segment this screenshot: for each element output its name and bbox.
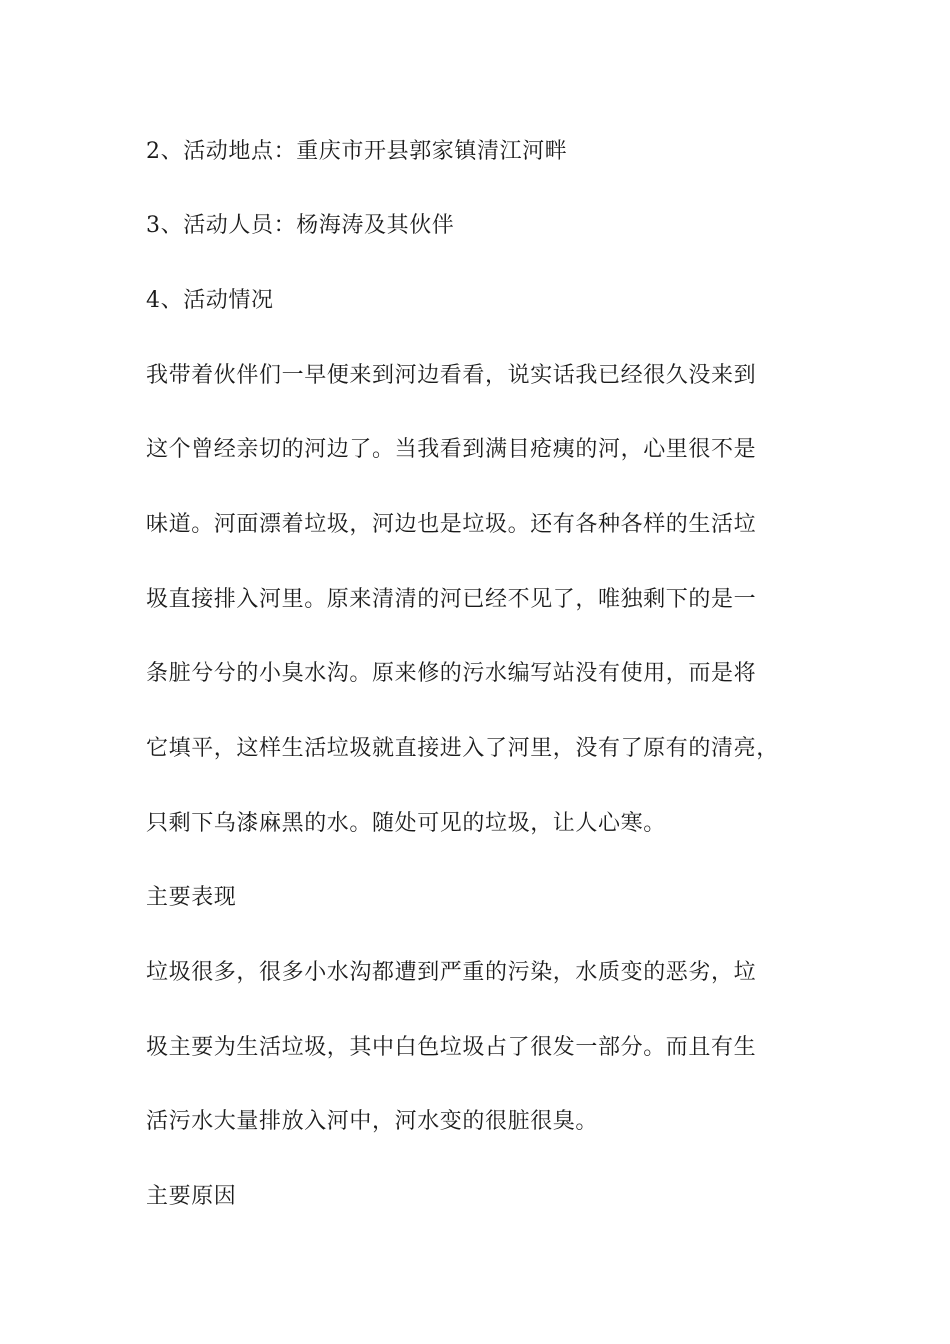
paragraph-line: 这个曾经亲切的河边了。当我看到满目疮痍的河，心里很不是 (146, 437, 757, 462)
paragraph-line: 活污水大量排放入河中，河水变的很脏很臭。 (146, 1109, 599, 1134)
paragraph-line: 圾直接排入河里。原来清清的河已经不见了，唯独剩下的是一 (146, 587, 757, 612)
paragraph-line: 味道。河面漂着垃圾，河边也是垃圾。还有各种各样的生活垃 (146, 512, 757, 537)
paragraph-line: 我带着伙伴们一早便来到河边看看，说实话我已经很久没来到 (146, 363, 757, 388)
main-manifestation-heading: 主要表现 (146, 885, 237, 910)
activity-location-line: 2、活动地点：重庆市开县郭家镇清江河畔 (146, 139, 568, 164)
paragraph-line: 它填平，这样生活垃圾就直接进入了河里，没有了原有的清亮， (146, 736, 779, 761)
paragraph-line: 只剩下乌漆麻黑的水。随处可见的垃圾，让人心寒。 (146, 811, 666, 836)
paragraph-line: 条脏兮兮的小臭水沟。原来修的污水编写站没有使用，而是将 (146, 661, 757, 686)
activity-situation-heading: 4、活动情况 (146, 288, 274, 313)
paragraph-line: 圾主要为生活垃圾，其中白色垃圾占了很发一部分。而且有生 (146, 1035, 757, 1060)
activity-members-line: 3、活动人员：杨海涛及其伙伴 (146, 213, 455, 238)
main-cause-heading: 主要原因 (146, 1184, 237, 1209)
paragraph-line: 垃圾很多，很多小水沟都遭到严重的污染，水质变的恶劣，垃 (146, 960, 757, 985)
